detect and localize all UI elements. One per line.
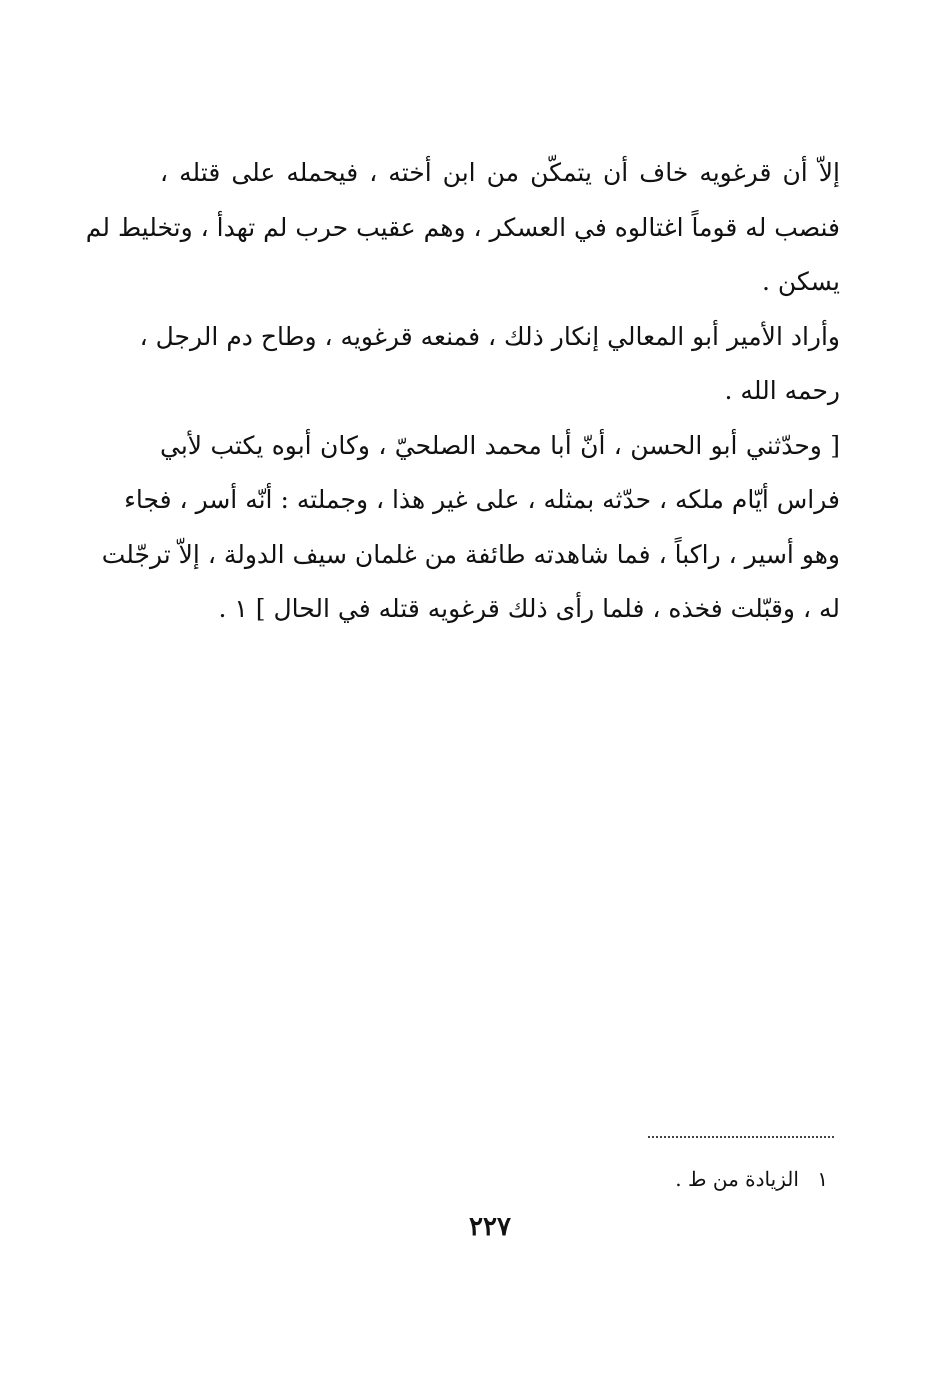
- footnote-separator: [648, 1136, 834, 1138]
- body-text: [85, 146, 840, 637]
- text-line-5: رحمه الله .: [724, 376, 840, 405]
- text-line-1: إلاّ أن قرغويه خاف أن يتمكّن من ابن أخته ، فيحمله على قتله ،: [160, 158, 840, 187]
- text-line-4: وأراد الأمير أبو المعالي إنكار ذلك ، فمنعه قرغويه ، وطاح دم الرجل ،: [139, 321, 840, 351]
- text-line-6: [ وحدّثني أبو الحسن ، أنّ أبا محمد الصلحيّ ، وكان أبوه يكتب لأبي: [160, 430, 840, 460]
- text-line-7: فراس أيّام ملكه ، حدّثه بمثله ، على غير هذا ، وجملته : أنّه أسر ، فجاء: [124, 485, 840, 514]
- footnote-number: ١: [817, 1167, 828, 1191]
- text-line-9: له ، وقبّلت فخذه ، فلما رأى ذلك قرغويه قتله في الحال ] ١ .: [218, 594, 840, 623]
- footnote: [560, 1164, 828, 1194]
- footnote-text: الزيادة من ط .: [675, 1167, 799, 1191]
- text-line-3: يسكن .: [762, 267, 840, 296]
- text-line-2: فنصب له قوماً اغتالوه في العسكر ، وهم عقيب حرب لم تهدأ ، وتخليط لم: [85, 212, 840, 242]
- text-line-8: وهو أسير ، راكباً ، فما شاهدته طائفة من غلمان سيف الدولة ، إلاّ ترجّلت: [101, 539, 840, 569]
- page-number: ٢٢٧: [469, 1212, 511, 1242]
